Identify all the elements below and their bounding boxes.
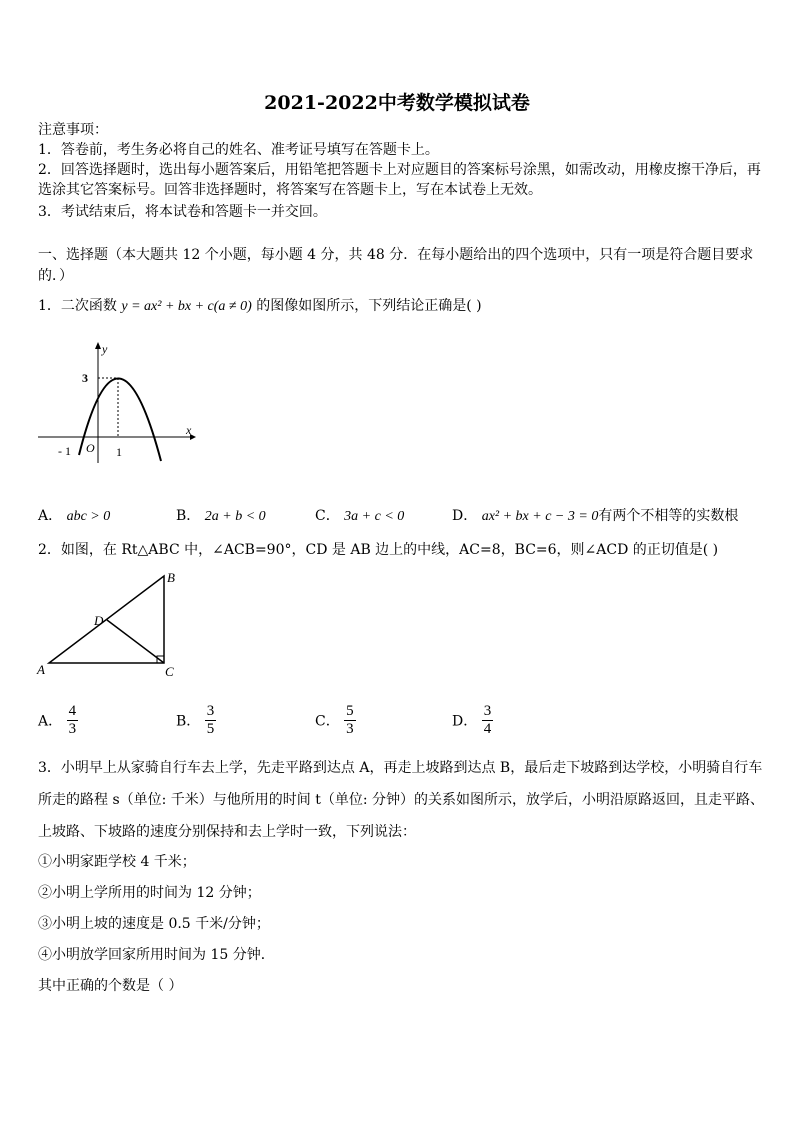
section-heading-cont: 的．） — [38, 268, 73, 284]
vertex-a: A — [37, 662, 45, 677]
q2-option-a[interactable] — [38, 703, 78, 738]
question-3-ask: 其中正确的个数是（ ） — [38, 978, 183, 994]
page-title: 2021-2022中考数学模拟试卷 — [264, 92, 530, 114]
section-heading: 一、选择题（本大题共 12 个小题，每小题 4 分，共 48 分．在每小题给出的四个选项中，只有一项是符合题目要求 — [38, 247, 754, 263]
vertex-c: C — [165, 664, 174, 679]
question-1 — [38, 296, 482, 317]
y-axis-arrow — [95, 342, 101, 349]
question-3-line: 所走的路程 s（单位: 千米）与他所用的时间 t（单位: 分钟）的关系如图所示，放学后，小明沿原路返回，且走平路、 — [38, 792, 765, 808]
point-d: D — [94, 613, 104, 628]
statement-1: ①小明家距学校 4 千米； — [38, 854, 196, 870]
numerator: 3 — [483, 703, 492, 719]
question-3-line: 上坡路、下坡路的速度分别保持和去上学时一致，下列说法： — [38, 824, 416, 840]
fraction — [205, 703, 217, 738]
numerator: 5 — [346, 703, 354, 719]
option-letter: B． — [176, 713, 201, 730]
option-text: ax² + bx + c − 3 = 0 — [481, 509, 599, 524]
question-2: 2．如图，在 Rt△ABC 中，∠ACB=90°，CD 是 AB 边上的中线，AC=8，BC=6，则∠ACD 的正切值是( ) — [38, 542, 719, 558]
x-label: x — [186, 423, 192, 437]
y-label: y — [102, 342, 108, 356]
denominator: 3 — [68, 721, 77, 737]
numerator: 3 — [206, 703, 215, 719]
vertex-b: B — [167, 570, 175, 585]
tick-3: 3 — [82, 371, 88, 385]
option-letter: A． — [38, 713, 63, 730]
q1-suffix: 的图像如图所示，下列结论正确是( ) — [256, 298, 482, 314]
tick-neg1: - 1 — [58, 444, 71, 458]
q1-parabola-graph — [30, 335, 200, 470]
statement-2: ②小明上学所用的时间为 12 分钟； — [38, 885, 261, 901]
q1-option-c[interactable] — [315, 505, 404, 525]
q2-option-b[interactable] — [176, 703, 216, 738]
denominator: 5 — [206, 721, 215, 737]
statement-4: ④小明放学回家所用时间为 15 分钟． — [38, 947, 275, 963]
option-letter: B． — [176, 508, 201, 524]
origin-label: O — [86, 441, 95, 455]
q2-triangle-figure — [32, 568, 192, 683]
option-letter: D． — [452, 713, 478, 730]
notice-item: 1．答卷前，考生务必将自己的姓名、准考证号填写在答题卡上。 — [38, 142, 439, 158]
option-letter: C． — [315, 508, 340, 524]
q2-option-d[interactable] — [452, 703, 493, 738]
q1-option-b[interactable] — [176, 505, 266, 525]
q1-option-d[interactable] — [452, 505, 738, 525]
option-letter: C． — [315, 713, 340, 730]
notice-item: 3．考试结束后，将本试卷和答题卡一并交回。 — [38, 204, 327, 220]
notice-item: 2．回答选择题时，选出每小题答案后，用铅笔把答题卡上对应题目的答案标号涂黑，如需改动，用橡皮擦干净后，再 — [38, 162, 761, 178]
tick-1: 1 — [116, 445, 122, 459]
q1-prefix: 1．二次函数 — [38, 298, 117, 314]
option-text: 3a + c < 0 — [344, 509, 405, 524]
fraction — [67, 703, 79, 738]
denominator: 3 — [346, 721, 354, 737]
option-text: 2a + b < 0 — [204, 509, 266, 524]
median-cd — [107, 620, 164, 663]
option-suffix: 有两个不相等的实数根 — [598, 508, 739, 524]
option-letter: A． — [38, 508, 63, 524]
fraction — [344, 703, 356, 738]
option-letter: D． — [452, 508, 478, 524]
statement-3: ③小明上坡的速度是 0.5 千米/分钟； — [38, 916, 270, 932]
q2-option-c[interactable] — [315, 703, 356, 738]
notice-heading: 注意事项： — [38, 122, 108, 138]
option-text: abc > 0 — [66, 509, 111, 524]
question-3: 3．小明早上从家骑自行车去上学，先走平路到达点 A，再走上坡路到达点 B，最后走下坡路到达学校，小明骑自行车 — [38, 760, 763, 776]
notice-item: 选涂其它答案标号。回答非选择题时，将答案写在答题卡上，写在本试卷上无效。 — [38, 182, 542, 198]
q1-formula: y = ax² + bx + c(a ≠ 0) — [121, 299, 252, 314]
q1-option-a[interactable] — [38, 505, 110, 525]
fraction — [482, 703, 494, 738]
denominator: 4 — [483, 721, 492, 737]
numerator: 4 — [68, 703, 77, 719]
